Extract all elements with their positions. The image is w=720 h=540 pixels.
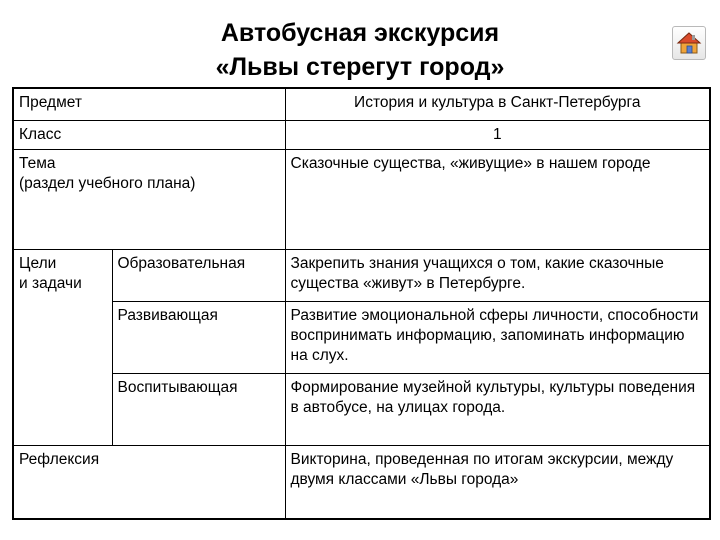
topic-label <box>13 149 285 249</box>
goals-label <box>13 249 112 445</box>
goal-educational-value: Закрепить знания учащихся о том, какие сказочные существа «живут» в Петербурге. <box>285 249 710 301</box>
subject-value: История и культура в Санкт-Петербурга <box>285 88 710 120</box>
reflection-label: Рефлексия <box>13 445 285 519</box>
table-row-topic <box>13 149 710 249</box>
goal-educational-label: Образовательная <box>112 249 285 301</box>
table-row-goal-upbringing <box>13 373 710 445</box>
table-row-subject <box>13 88 710 120</box>
topic-label-line-2: (раздел учебного плана) <box>19 174 196 192</box>
topic-value: Сказочные существа, «живущие» в нашем городе <box>285 149 710 249</box>
goals-label-line-2: и задачи <box>19 274 82 292</box>
grade-label: Класс <box>13 120 285 149</box>
title-line-1: Автобусная экскурсия <box>220 19 500 47</box>
table-row-goal-developing <box>13 301 710 373</box>
title-line-2: «Львы стерегут город» <box>215 53 505 81</box>
home-icon <box>676 30 702 56</box>
subject-label: Предмет <box>13 88 285 120</box>
table-row-reflection <box>13 445 710 519</box>
reflection-value: Викторина, проведенная по итогам экскурсии, между двумя классами «Львы города» <box>285 445 710 519</box>
table-row-goal-educational <box>13 249 710 301</box>
goal-upbringing-label: Воспитывающая <box>112 373 285 445</box>
goals-label-line-1: Цели <box>19 254 57 272</box>
grade-value: 1 <box>285 120 710 149</box>
table-row-grade <box>13 120 710 149</box>
goal-upbringing-value: Формирование музейной культуры, культуры поведения в автобусе, на улицах города. <box>285 373 710 445</box>
home-button[interactable] <box>672 26 706 60</box>
goal-developing-value: Развитие эмоциональной сферы личности, способности воспринимать информацию, запоминать информацию на слух. <box>285 301 710 373</box>
goal-developing-label: Развивающая <box>112 301 285 373</box>
excursion-table <box>12 87 711 520</box>
topic-label-line-1: Тема <box>19 154 56 172</box>
page-title <box>0 16 720 84</box>
